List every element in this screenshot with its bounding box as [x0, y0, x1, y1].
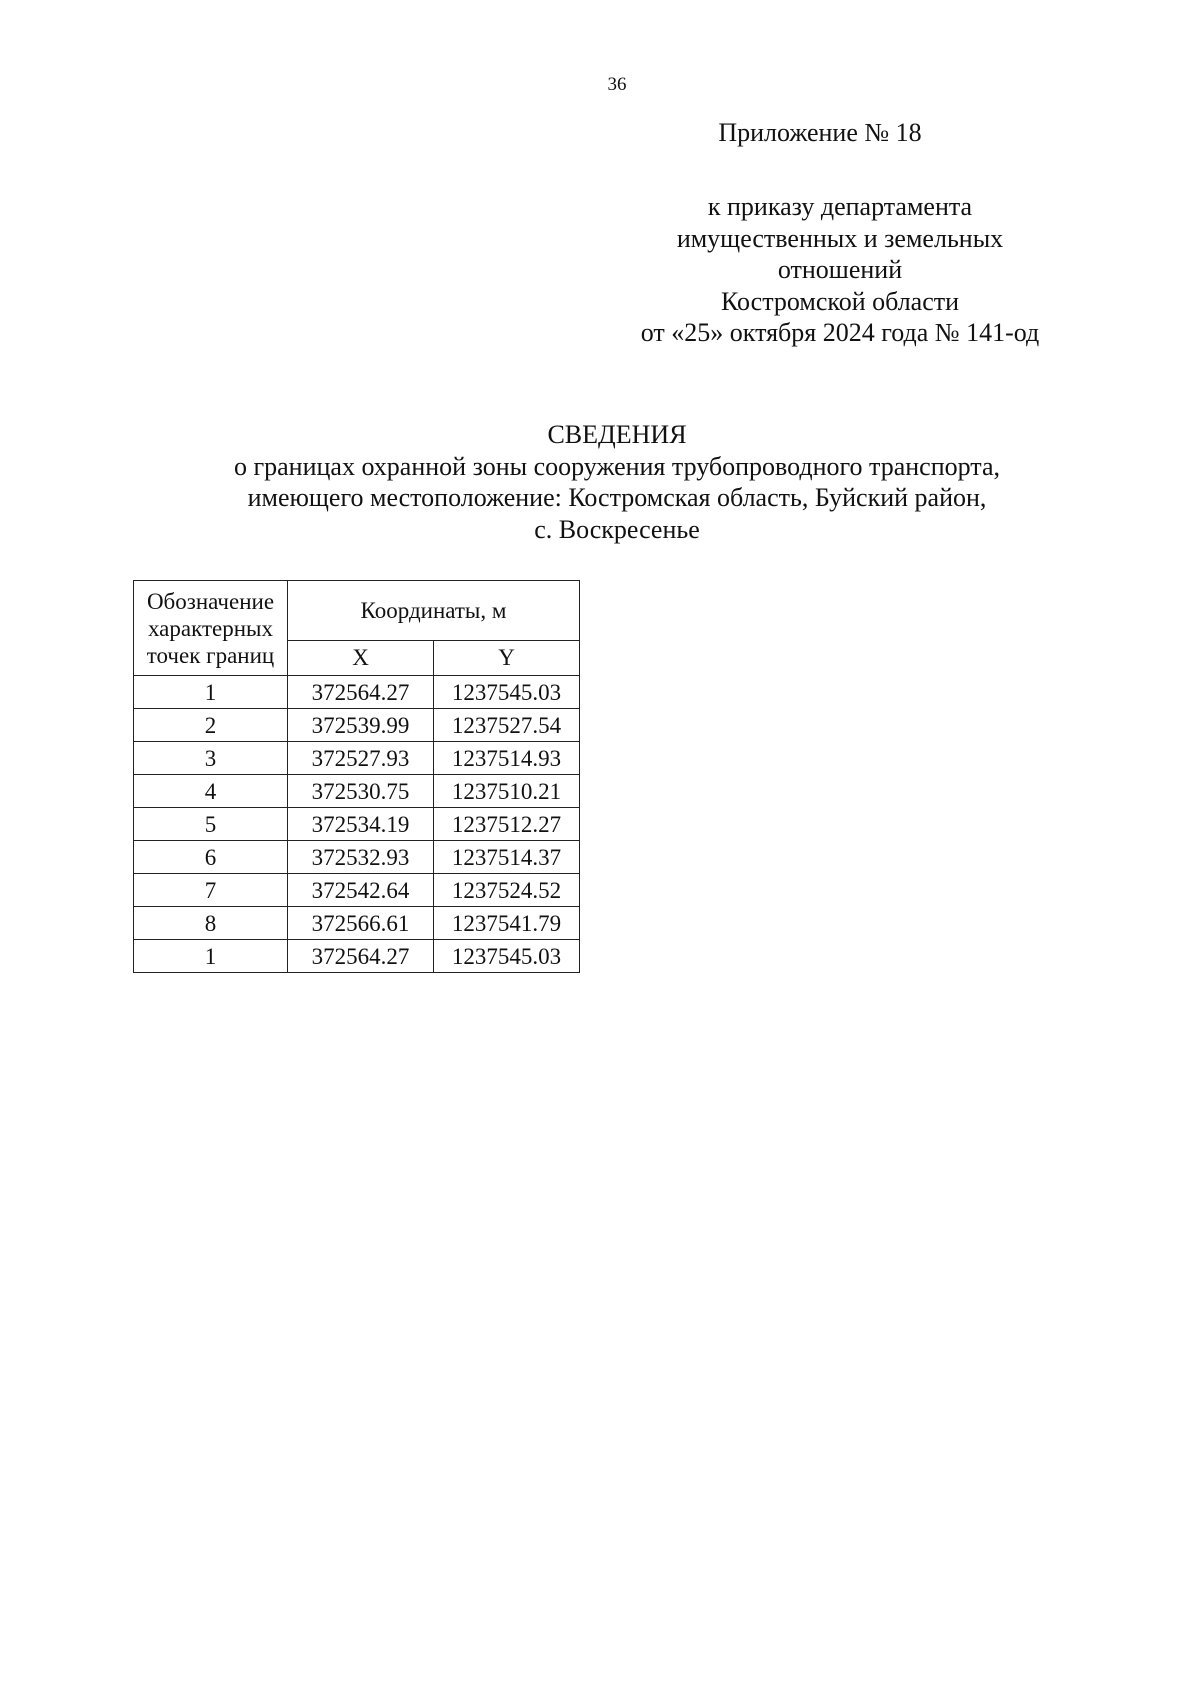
- table-header: [134, 581, 580, 676]
- heading-title: СВЕДЕНИЯ: [547, 420, 687, 449]
- cell-x: 372532.93: [288, 841, 434, 874]
- page-number: 36: [607, 74, 627, 95]
- cell-x: 372564.27: [288, 940, 434, 973]
- heading-subtitle-line: имеющего местоположение: Костромская область, Буйский район,: [247, 483, 987, 512]
- header-point-designation: [134, 581, 288, 676]
- heading-subtitle-line: с. Воскресенье: [534, 514, 700, 544]
- table-body: [134, 676, 580, 973]
- table-row: [134, 907, 580, 940]
- header-y: Y: [434, 640, 580, 675]
- cell-point: 1: [134, 940, 288, 973]
- cell-x: 372564.27: [288, 676, 434, 709]
- cell-y: 1237541.79: [434, 907, 580, 940]
- cell-x: 372539.99: [288, 709, 434, 742]
- table-row: [134, 940, 580, 973]
- order-ref-date-line: от «25» октября 2024 года № 141-од: [640, 318, 1040, 347]
- cell-y: 1237510.21: [434, 775, 580, 808]
- table-row: [134, 709, 580, 742]
- cell-x: 372542.64: [288, 874, 434, 907]
- header-coordinates: Координаты, м: [288, 581, 580, 641]
- cell-y: 1237545.03: [434, 940, 580, 973]
- table-row: [134, 775, 580, 808]
- header-point-line: Обозначение: [146, 588, 275, 614]
- cell-x: 372527.93: [288, 742, 434, 775]
- order-ref-line: имущественных и земельных: [676, 223, 1004, 253]
- cell-y: 1237514.93: [434, 742, 580, 775]
- table-row: [134, 808, 580, 841]
- cell-x: 372534.19: [288, 808, 434, 841]
- appendix-title: Приложение № 18: [718, 118, 922, 147]
- cell-y: 1237545.03: [434, 676, 580, 709]
- coordinates-table: [133, 580, 580, 973]
- order-ref-line: к приказу департамента: [707, 192, 973, 221]
- order-reference: [560, 191, 1120, 349]
- header-x: X: [288, 640, 434, 675]
- cell-point: 1: [134, 676, 288, 709]
- cell-point: 4: [134, 775, 288, 808]
- cell-point: 5: [134, 808, 288, 841]
- heading-subtitle-line: о границах охранной зоны сооружения трубопроводного транспорта,: [233, 451, 1001, 481]
- cell-x: 372530.75: [288, 775, 434, 808]
- header-point-line: точек границ: [146, 642, 275, 668]
- cell-point: 6: [134, 841, 288, 874]
- cell-point: 2: [134, 709, 288, 742]
- cell-y: 1237514.37: [434, 841, 580, 874]
- cell-x: 372566.61: [288, 907, 434, 940]
- cell-point: 8: [134, 907, 288, 940]
- cell-y: 1237527.54: [434, 709, 580, 742]
- table-row: [134, 841, 580, 874]
- order-ref-line: Костромской области: [720, 286, 960, 316]
- header-point-line: характерных: [147, 615, 273, 641]
- table-row: [134, 676, 580, 709]
- order-ref-line: отношений: [777, 255, 903, 284]
- cell-point: 7: [134, 874, 288, 907]
- cell-y: 1237512.27: [434, 808, 580, 841]
- cell-point: 3: [134, 742, 288, 775]
- table-row: [134, 742, 580, 775]
- cell-y: 1237524.52: [434, 874, 580, 907]
- table-row: [134, 874, 580, 907]
- document-heading: [0, 419, 1200, 545]
